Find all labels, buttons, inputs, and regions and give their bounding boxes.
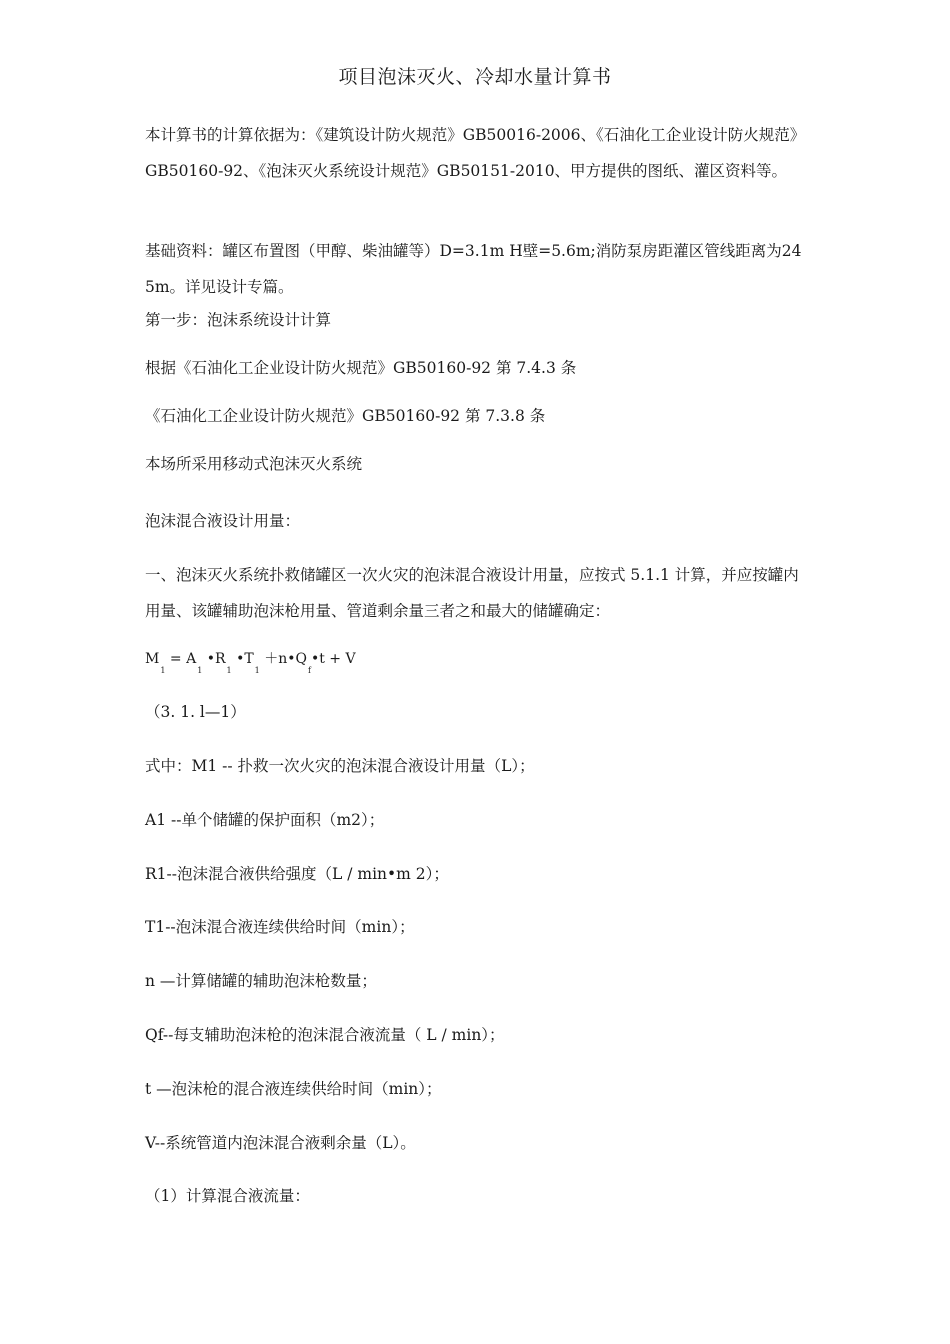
definition-t: t —泡沫枪的混合液连续供给时间（min）； — [145, 1080, 442, 1098]
definition-t1: T1--泡沫混合液连续供给时间（min）； — [145, 918, 415, 936]
formula-t: •T — [231, 651, 254, 667]
definition-m1: 式中：M1 -- 扑救一次火灾的泡沫混合液设计用量（L）； — [145, 757, 535, 775]
calc-step-1: （1）计算混合液流量： — [145, 1187, 310, 1205]
item-one-paragraph: 一、泡沫灭火系统扑救储罐区一次火灾的泡沫混合液设计用量，应按式 5.1.1 计算，并应按罐内用量、该罐辅助泡沫枪用量、管道剩余量三者之和最大的储罐确定： — [145, 566, 799, 620]
formula-m-sub: 1 — [160, 666, 166, 675]
formula-m1 — [145, 648, 356, 675]
paragraph-basic-data: 基础资料：罐区布置图（甲醇、柴油罐等）D=3.1m H壁=5.6m;消防泵房距灌区管线距离为245m。详见设计专篇。 — [145, 242, 802, 296]
definition-a1: A1 --单个储罐的保护面积（m2）； — [145, 811, 385, 829]
reference-clause-1: 根据《石油化工企业设计防火规范》GB50160-92 第 7.4.3 条 — [145, 359, 577, 377]
definition-qf: Qf--每支辅助泡沫枪的泡沫混合液流量（ L / min）； — [145, 1026, 505, 1044]
reference-clause-2: 《石油化工企业设计防火规范》GB50160-92 第 7.3.8 条 — [145, 407, 546, 425]
step-one-heading: 第一步：泡沫系统设计计算 — [145, 311, 332, 329]
formula-a-sub: 1 — [197, 666, 203, 675]
definition-r1: R1--泡沫混合液供给强度（L / min•m 2）； — [145, 865, 449, 883]
formula-r: •R — [202, 651, 226, 667]
definition-n: n —计算储罐的辅助泡沫枪数量； — [145, 972, 377, 990]
document-title: 项目泡沫灭火、冷却水量计算书 — [338, 66, 612, 88]
formula-t-sub: 1 — [254, 666, 260, 675]
definition-v: V--系统管道内泡沫混合液剩余量（L）。 — [145, 1134, 416, 1152]
formula-tail: •t + V — [310, 651, 356, 667]
formula-number: （3. 1. l—1） — [145, 703, 246, 721]
system-type-text: 本场所采用移动式泡沫灭火系统 — [145, 455, 363, 473]
formula-r-sub: 1 — [226, 666, 232, 675]
formula-nq: ＋n•Q — [259, 651, 307, 667]
formula-m: M — [145, 651, 160, 667]
formula-eq-a: = A — [165, 651, 197, 667]
paragraph-calculation-basis: 本计算书的计算依据为：《建筑设计防火规范》GB50016-2006、《石油化工企业设计防火规范》GB50160-92、《泡沫灭火系统设计规范》GB50151-2010、甲方提供的图纸、灌区资料等。 — [145, 126, 806, 180]
formula-q-sub: f — [307, 666, 311, 675]
mixture-heading: 泡沫混合液设计用量： — [145, 512, 301, 530]
